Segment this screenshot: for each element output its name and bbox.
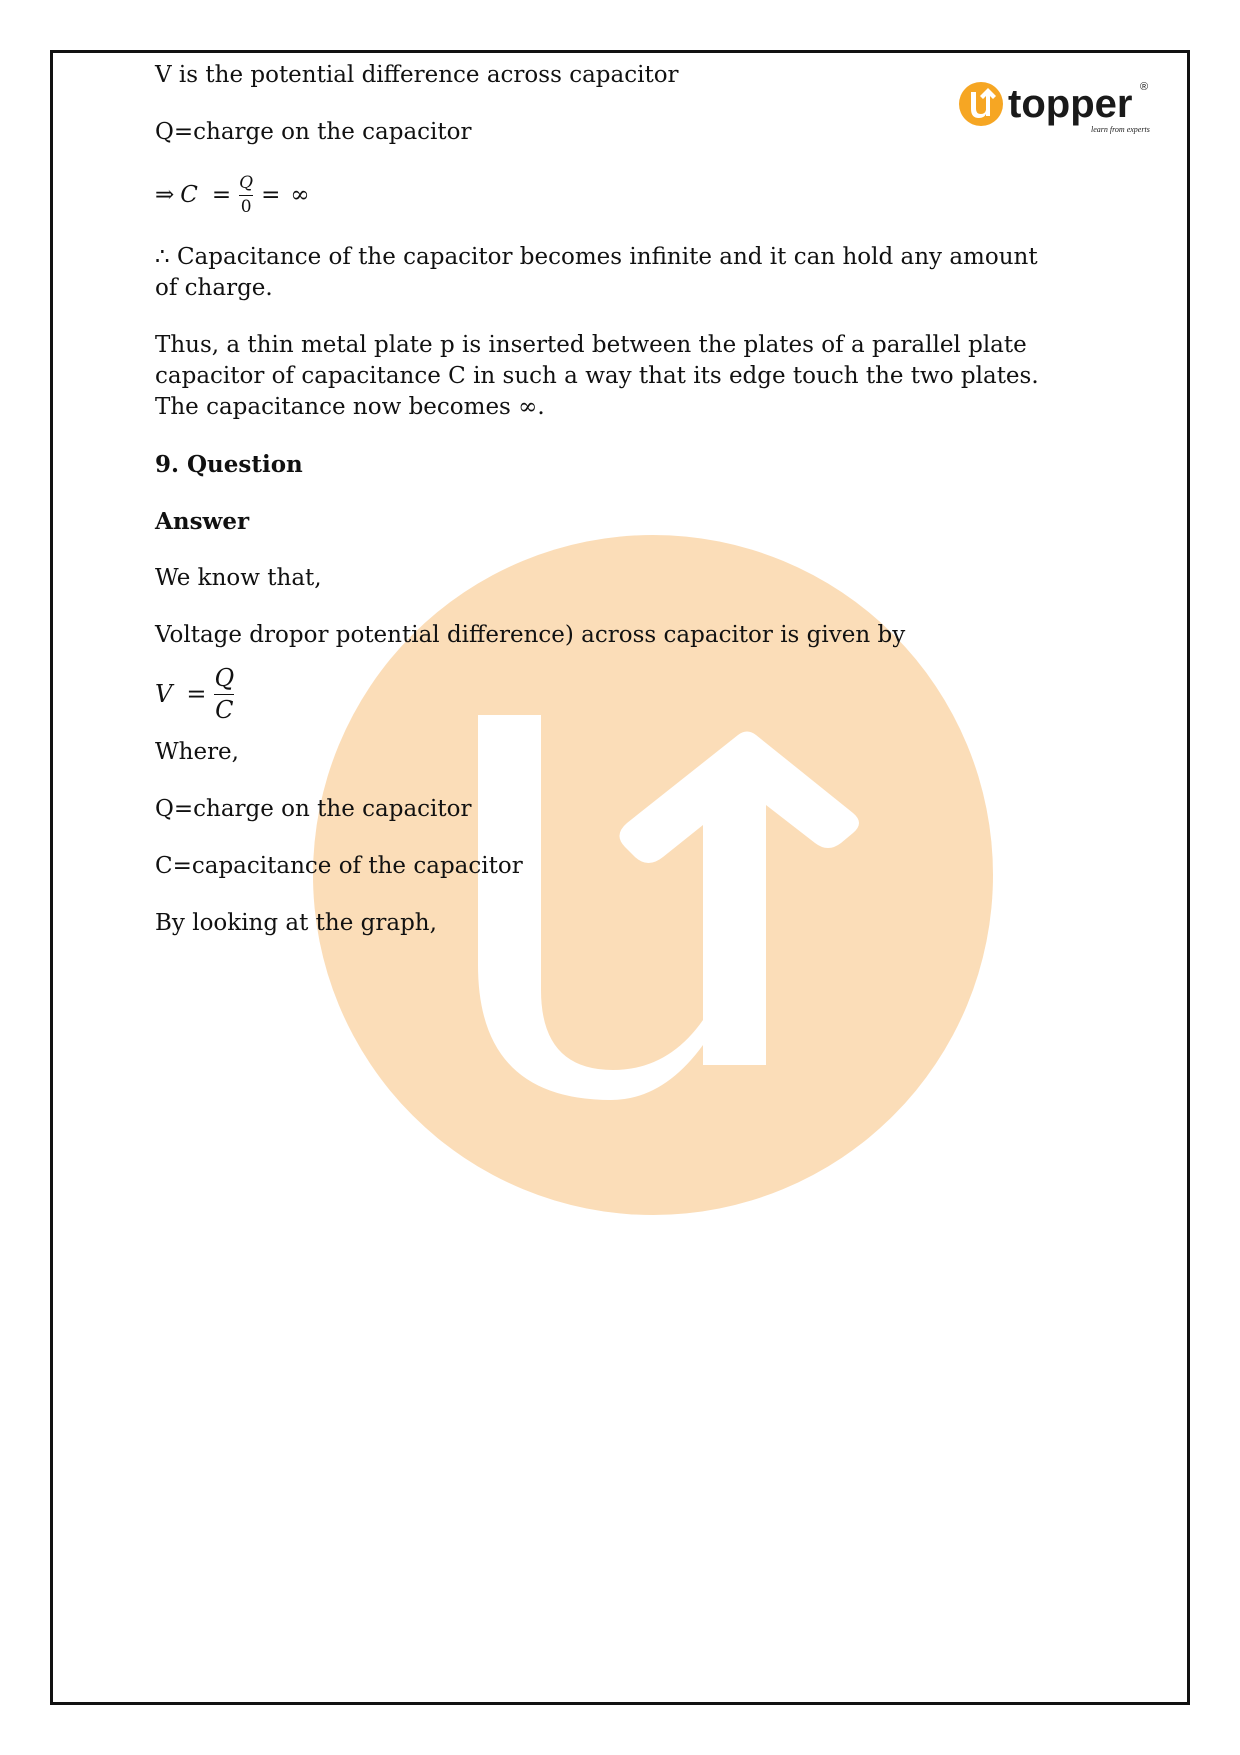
equation-capacitance-infinite [155, 174, 1055, 216]
logo-text: topper [1008, 82, 1133, 126]
text-line: Q=charge on the capacitor [155, 796, 472, 823]
equation-voltage [155, 665, 1055, 723]
eq-equals: = [261, 181, 281, 208]
document-body [155, 60, 1055, 939]
utopper-logo [958, 76, 1158, 142]
text-line: V is the potential difference across capacitor [155, 62, 679, 88]
text-paragraph: Thus, a thin metal plate p is inserted between the plates of a parallel plate capacitor of capacitance C in such a way that its edge touch the two plates. The capacitance now becomes ∞. [155, 332, 1039, 421]
text-line: Where, [155, 739, 239, 766]
text-line: C=capacitance of the capacitor [155, 853, 523, 880]
text-line: By looking at the graph, [155, 910, 437, 937]
eq-lhs: C [180, 181, 198, 208]
text-paragraph: ∴ Capacitance of the capacitor becomes infinite and it can hold any amount of charge. [155, 244, 1038, 302]
text-line: We know that, [155, 565, 322, 592]
fraction-denominator: C [215, 695, 234, 724]
text-line: Voltage dropor potential difference) across capacitor is given by [155, 622, 906, 649]
answer-heading: Answer [155, 508, 250, 536]
fraction-numerator: Q [239, 173, 254, 193]
infinity-symbol: ∞ [290, 181, 310, 208]
fraction [239, 174, 253, 216]
fraction [214, 665, 234, 723]
utopper-logo-icon [958, 76, 1158, 142]
text-line: Q=charge on the capacitor [155, 119, 472, 145]
svg-text:®: ® [1140, 81, 1149, 93]
question-heading: 9. Question [155, 451, 303, 479]
eq-equals: = [211, 181, 232, 208]
eq-lhs: V [155, 679, 173, 708]
implies-symbol: ⇒ [155, 181, 175, 208]
fraction-numerator: Q [214, 664, 235, 693]
svg-text:learn from experts: learn from experts [1091, 125, 1150, 134]
eq-equals: = [186, 679, 207, 708]
fraction-denominator: 0 [240, 196, 252, 217]
